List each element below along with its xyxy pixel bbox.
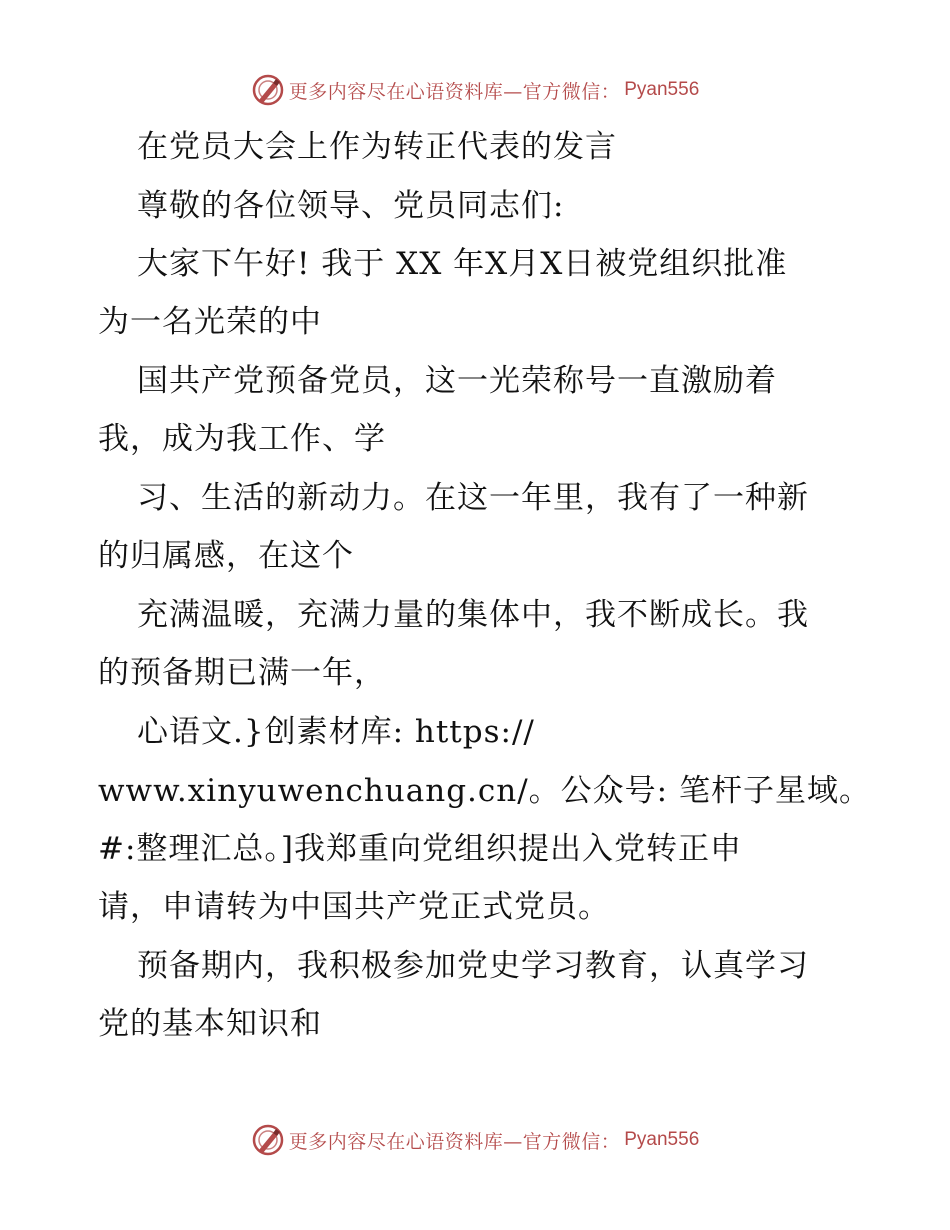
banner-text: 更多内容尽在心语资料库—官方微信： [288,80,621,103]
paragraph-line: 的归属感，在这个 [98,538,354,574]
salutation: 尊敬的各位领导、党员同志们: [137,188,565,224]
paragraph-line: 请，申请转为中国共产党正式党员。 [98,889,610,925]
paragraph-line: #:整理汇总。]我郑重向党组织提出入党转正申 [98,831,743,867]
paragraph-line: 国共产党预备党员，这一光荣称号一直激励着 [137,363,777,399]
banner-text: 更多内容尽在心语资料库—官方微信： [288,1130,621,1153]
pen-logo-icon [251,1123,285,1157]
paragraph-line: www.xinyuwenchuang.cn/。公众号: 笔杆子星域。 [98,773,871,809]
paragraph-line: 党的基本知识和 [98,1006,322,1042]
paragraph-line: 心语文.}创素材库: https:// [137,714,535,750]
document-title: 在党员大会上作为转正代表的发言 [137,129,617,165]
paragraph-line: 充满温暖，充满力量的集体中，我不断成长。我 [137,597,809,633]
paragraph-line: 的预备期已满一年， [98,655,386,691]
paragraph-line: 为一名光荣的中 [98,304,322,340]
wechat-id: Pyan556 [624,1129,700,1150]
paragraph-line: 大家下午好! 我于 XX 年X月X日被党组织批准 [137,246,788,282]
wechat-id: Pyan556 [624,79,700,100]
paragraph-line: 我，成为我工作、学 [98,421,386,457]
paragraph-line: 预备期内，我积极参加党史学习教育，认真学习 [137,948,809,984]
footer-banner [0,1120,950,1160]
paragraph-line: 习、生活的新动力。在这一年里，我有了一种新 [137,480,809,516]
